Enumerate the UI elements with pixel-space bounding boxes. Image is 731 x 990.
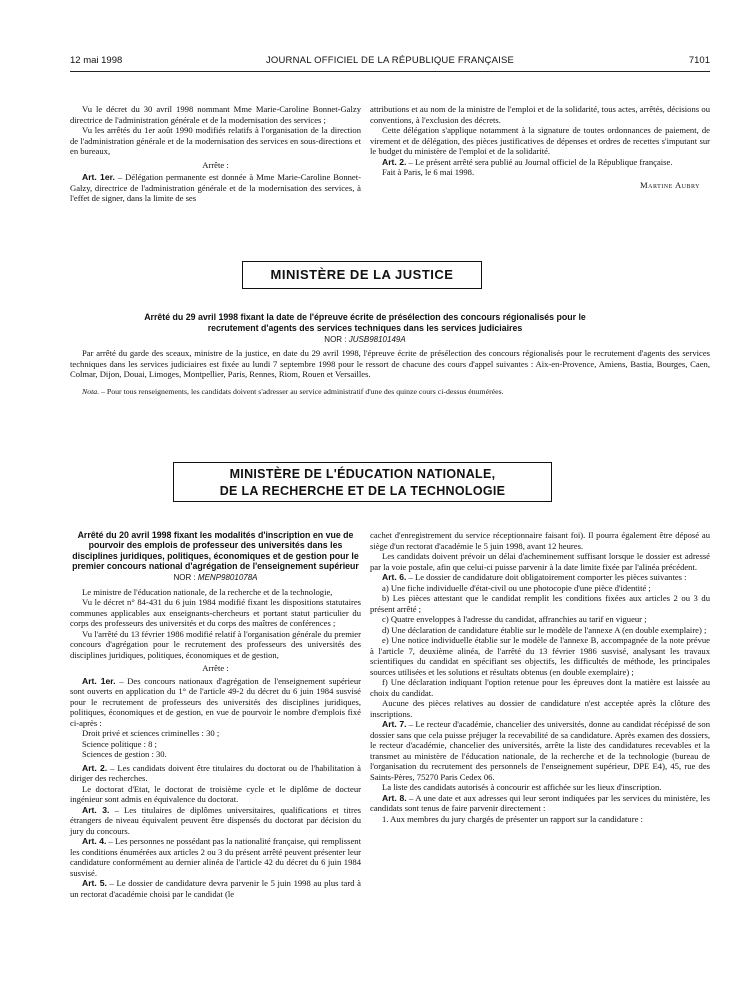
article-text: – Les titulaires de diplômes universitaires, qualifications et titres étrangers de niveau équivalent peuvent être dispensés du doctorat par décision du jury du concours. [70, 804, 361, 836]
signature: Martine Aubry [640, 179, 700, 190]
education-left-column [70, 530, 361, 899]
paragraph: Vu l'arrêté du 13 février 1986 modifié relatif à l'organisation générale du premier concours d'agrégation pour le recrutement des professeurs des universités des disciplines juridiques, politiques, économiques et de gestion, [70, 628, 361, 660]
justice-arrete-title: Arrêté du 29 avril 1998 fixant la date de l'épreuve écrite de présélection des concours régionalisés pour le recrutement d'agents des services techniques dans les services judiciaires [144, 312, 586, 333]
list-item: c) Quatre enveloppes à l'adresse du candidat, affranchies au tarif en vigueur ; [382, 614, 647, 624]
article-text: – Le dossier de candidature devra parvenir le 5 juin 1998 au plus tard à un rectorat d'académie choisi par le candidat (le [70, 878, 362, 899]
article-text: – Le recteur d'académie, chancelier des universités, donne au candidat récépissé de son dossier sans que cela puisse préjuger la recevabilité de sa candidature. Après examen des dossiers, le recteur d'académie, chancelier des universités, arrête la liste des candidatures recevables et la transmet au ministère de l'éducation nationale, de la recherche et de la technologie (bureau de l'organisation du recrutement des personnels de l'enseignement supérieur, DPE E4), 45, rue des Saints-Pères, 75270 Paris Cedex 06. [370, 719, 710, 782]
running-header [70, 55, 710, 69]
justice-body [70, 348, 710, 397]
list-item: d) Une déclaration de candidature établie sur le modèle de l'annexe A (en double exemplaire) ; [382, 624, 707, 635]
paragraph: Vu les arrêtés du 1er août 1990 modifiés relatifs à l'organisation de la direction de l'administration générale et de la modernisation des services en sous-directions et en bureaux, [70, 125, 361, 156]
top-right-column [370, 104, 710, 190]
ministry-education-box [173, 462, 552, 502]
article-paragraph [70, 172, 361, 204]
article-paragraph [70, 763, 361, 784]
article-label: Art. 2. [82, 762, 108, 773]
article-label: Art. 1er. [82, 172, 115, 182]
paragraph: Le doctorat d'Etat, le doctorat de troisième cycle et le diplôme de docteur ingénieur sont admis en équivalence du doctorat. [70, 783, 361, 805]
article-label: Art. 4. [82, 836, 107, 847]
paragraph: Vu le décret du 30 avril 1998 nommant Mme Marie-Caroline Bonnet-Galzy directrice de l'administration générale et de la modernisation des services ; [70, 104, 361, 125]
ministry-justice-box [242, 261, 482, 289]
article-text: – Le présent arrêté sera publié au Journal officiel de la République française. [406, 156, 673, 167]
education-right-column [370, 530, 710, 824]
article-paragraph [370, 719, 710, 782]
list-item: f) Une déclaration indiquant l'option retenue pour les épreuves dont la matière est laissée au choix du candidat. [370, 677, 710, 698]
nor-label: NOR : [324, 335, 349, 344]
article-label: Art. 1er. [82, 675, 116, 686]
nor-code: JUSB9810149A [348, 335, 406, 344]
article-text: – A une date et aux adresses qui leur seront indiquées par les services du ministère, les candidats sont tenus de faire parvenir directement : [370, 792, 710, 813]
article-paragraph [370, 157, 710, 168]
nota-paragraph [70, 387, 710, 398]
ministry-education-line2: DE LA RECHERCHE ET DE LA TECHNOLOGIE [219, 484, 506, 498]
article-text: – Le dossier de candidature doit obligatoirement comporter les pièces suivantes : [406, 572, 687, 582]
article-label: Art. 2. [382, 156, 407, 167]
paragraph: Le ministre de l'éducation nationale, de la recherche et de la technologie, [82, 586, 333, 597]
list-item: b) Les pièces attestant que le candidat remplit les conditions fixées aux articles 2 ou 3 du présent arrêté ; [370, 593, 710, 614]
article-label: Art. 5. [82, 878, 107, 889]
paragraph: Cette délégation s'applique notamment à la signature de toutes ordonnances de paiement, de virement et de délégation, des pièces justificatives de dépenses et ordres de recettes s'imputant sur le budget du ministère de l'emploi et de la solidarité. [370, 125, 710, 156]
article-paragraph [70, 676, 361, 729]
article-label: Art. 7. [382, 719, 407, 729]
article-text: – Délégation permanente est donnée à Mme Marie-Caroline Bonnet-Galzy, directrice de l'administration générale et de la modernisation des services, à l'effet de signer, dans la limite de ses [70, 172, 361, 203]
article-paragraph [370, 793, 710, 814]
paragraph: Aucune des pièces relatives au dossier de candidature n'est acceptée après la clôture des inscriptions. [370, 698, 710, 719]
header-rule [70, 71, 710, 72]
list-item: a) Une fiche individuelle d'état-civil ou une photocopie d'une pièce d'identité ; [382, 582, 651, 593]
paragraph: cachet d'enregistrement du service réceptionnaire faisant foi). Il pourra également être déposé au siège d'un rectorat d'académie le 5 juin 1998, avant 12 heures. [370, 530, 710, 551]
header-page-number: 7101 [688, 55, 710, 66]
fait-line: Fait à Paris, le 6 mai 1998. [382, 167, 475, 177]
article-paragraph [370, 572, 710, 583]
list-item: Droit privé et sciences criminelles : 30 ; [82, 728, 220, 739]
list-item: e) Une notice individuelle établie sur le modèle de l'annexe B, accompagnée de la note prévue à l'article 7, deuxième alinéa, de l'arrêté du 13 février 1986 susvisé, analysant les travaux scientifiques du candidat en spécifiant ses objectifs, les difficultés de méthode, les principales sources utilisées et les solutions et résultats obtenus (en double exemplaire) ; [370, 635, 710, 677]
list-item: Science politique : 8 ; [82, 738, 157, 749]
ministry-education-line1: MINISTÈRE DE L'ÉDUCATION NATIONALE, [229, 467, 496, 481]
paragraph: Vu le décret n° 84-431 du 6 juin 1984 modifié fixant les dispositions statutaires communes applicables aux enseignants-chercheurs et portant statut particulier du corps des professeurs des universités et du corps des maîtres de conférences ; [70, 597, 361, 629]
article-label: Art. 6. [382, 572, 407, 582]
article-text: – Les personnes ne possédant pas la nationalité française, qui remplissent les conditions énumérées aux articles 2 ou 3 du présent arrêté peuvent présenter leur candidature conformément au dernier alinéa de l'article 42 du décret du 6 juin 1984 susvisé. [70, 836, 361, 878]
list-item: Sciences de gestion : 30. [82, 749, 167, 760]
arrete-heading: Arrête : [202, 159, 229, 170]
header-date: 12 mai 1998 [70, 55, 123, 66]
header-journal-title: JOURNAL OFFICIEL DE LA RÉPUBLIQUE FRANÇAISE [265, 55, 515, 66]
education-arrete-title: Arrêté du 20 avril 1998 fixant les modalités d'inscription en vue de pourvoir des emplois de professeur des universités dans les disciplines juridiques, politiques, économiques et de gestion pour le premier concours national d'agrégation de l'enseignement supérieur [72, 530, 359, 571]
article-paragraph [70, 805, 361, 837]
paragraph: Les candidats doivent prévoir un délai d'acheminement suffisant lorsque le dossier est adressé par la voie postale, afin que celui-ci puisse parvenir à la date limite fixée par l'alinéa précédent. [370, 551, 710, 572]
top-left-column [70, 104, 361, 204]
article-text: – Les candidats doivent être titulaires du doctorat ou de l'habilitation à diriger des recherches. [70, 762, 361, 784]
justice-nor [120, 335, 610, 344]
nor-code: MENP9801078A [197, 573, 258, 583]
ministry-justice-name: MINISTÈRE DE LA JUSTICE [270, 267, 454, 282]
paragraph: attributions et au nom de la ministre de l'emploi et de la solidarité, tous actes, arrêtés, décisions ou conventions, à l'exclusion des décrets. [370, 104, 710, 125]
article-label: Art. 8. [382, 792, 407, 803]
education-nor [70, 573, 361, 584]
article-text: – Des concours nationaux d'agrégation de l'enseignement supérieur sont ouverts en application du 1° de l'article 49-2 du décret du 6 juin 1984 susvisé pour le recrutement de professeurs des universités des disciplines juridiques, politiques, économiques et de gestion, en vue de pourvoir le nombre d'emplois fixé ci-après : [70, 675, 361, 728]
nota-text: – Pour tous renseignements, les candidats doivent s'adresser au service administratif d'une des quinze cours ci-dessus énumérées. [99, 386, 504, 396]
paragraph: La liste des candidats autorisés à concourir est affichée sur les lieux d'inscription. [382, 782, 662, 792]
nota-label: Nota. [82, 386, 100, 396]
arrete-heading: Arrête : [202, 663, 229, 674]
paragraph: Par arrêté du garde des sceaux, ministre de la justice, en date du 29 avril 1998, l'épreuve écrite de présélection des concours régionalisés pour le recrutement d'agents des services techniques dans les services judiciaires est fixée au lundi 7 septembre 1998 pour le ressort de chacune des cours d'appel suivantes : Aix-en-Provence, Amiens, Bastia, Bourges, Caen, Colmar, Dijon, Douai, Limoges, Montpellier, Paris, Rennes, Riom, Rouen et Versailles. [70, 348, 710, 379]
article-label: Art. 3. [82, 804, 110, 815]
nor-label: NOR : [173, 573, 198, 583]
paragraph: 1. Aux membres du jury chargés de présenter un rapport sur la candidature : [382, 813, 643, 824]
article-paragraph [70, 836, 361, 878]
article-paragraph [70, 878, 361, 899]
